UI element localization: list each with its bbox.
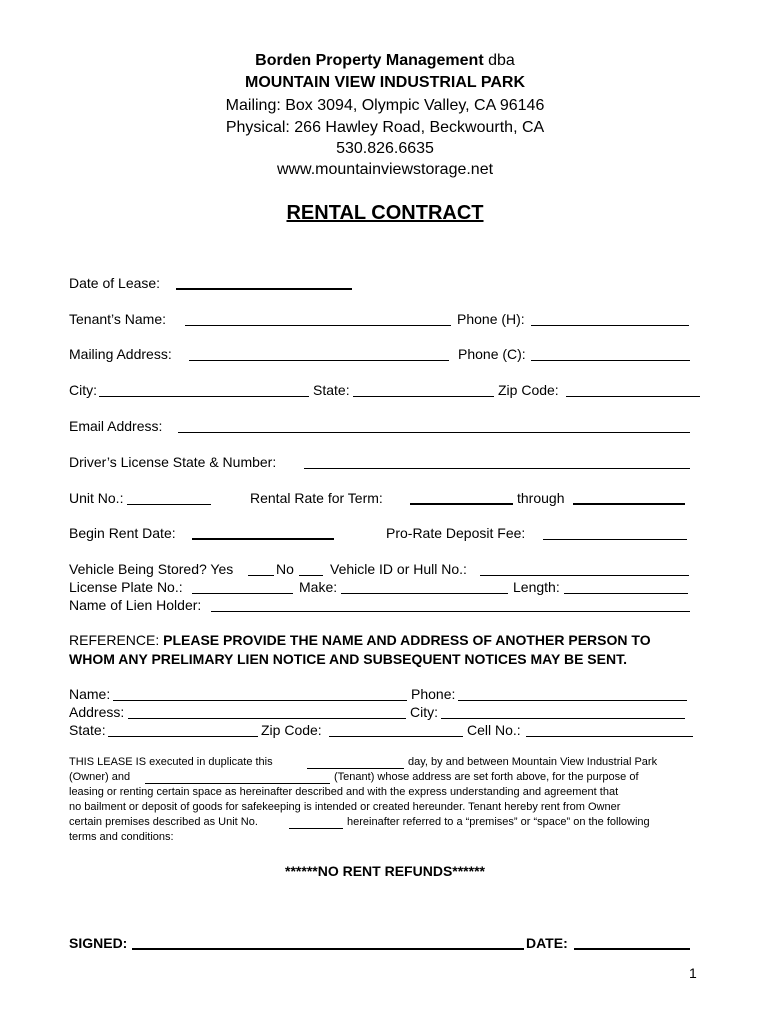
mailing-address: Mailing: Box 3094, Olympic Valley, CA 96146	[225, 97, 545, 114]
ref-city-label: City:	[410, 704, 438, 720]
vehicle-stored-label: Vehicle Being Stored? Yes	[69, 561, 234, 577]
company-website: www.mountainviewstorage.net	[276, 161, 494, 178]
make-field[interactable]	[341, 593, 508, 594]
ref-cell-field[interactable]	[526, 736, 693, 737]
signature-field[interactable]	[132, 948, 524, 950]
state-label: State:	[313, 382, 350, 398]
mailing-address-field[interactable]	[189, 360, 449, 361]
unit-no-field[interactable]	[127, 504, 211, 505]
rental-rate-label: Rental Rate for Term:	[250, 490, 383, 506]
page-title: RENTAL CONTRACT	[286, 202, 484, 224]
ref-cell-label: Cell No.:	[467, 722, 521, 738]
lease-day-field[interactable]	[307, 768, 404, 769]
ref-state-label: State:	[69, 722, 106, 738]
ref-phone-field[interactable]	[458, 700, 687, 701]
lease-text-5a: certain premises described as Unit No.	[69, 816, 258, 828]
ref-name-field[interactable]	[113, 700, 407, 701]
lease-text-5b: hereinafter referred to a “premises” or “space” on the following	[347, 816, 650, 828]
prorate-field[interactable]	[543, 539, 687, 540]
reference-instruction-1: PLEASE PROVIDE THE NAME AND ADDRESS OF ANOTHER PERSON TO	[163, 632, 651, 648]
length-label: Length:	[513, 579, 560, 595]
ref-zip-field[interactable]	[329, 736, 463, 737]
mailing-address-label: Mailing Address:	[69, 346, 172, 362]
license-plate-field[interactable]	[192, 593, 293, 594]
lien-holder-label: Name of Lien Holder:	[69, 597, 202, 613]
vehicle-no-field[interactable]	[299, 575, 323, 576]
city-field[interactable]	[99, 396, 309, 397]
zip-field[interactable]	[566, 396, 700, 397]
ref-phone-label: Phone:	[411, 686, 456, 702]
zip-label: Zip Code:	[498, 382, 559, 398]
drivers-license-field[interactable]	[304, 468, 690, 469]
email-label: Email Address:	[69, 418, 163, 434]
phone-h-label: Phone (H):	[457, 311, 525, 327]
lease-text-2b: (Tenant) whose address are set forth above, for the purpose of	[334, 771, 639, 783]
lease-text-4: no bailment or deposit of goods for safekeeping is intended or created hereunder. Tenant hereby rent from Owner	[69, 801, 621, 813]
reference-instruction-2: WHOM ANY PRELIMARY LIEN NOTICE AND SUBSEQUENT NOTICES MAY BE SENT.	[69, 651, 627, 667]
lease-text-1a: THIS LEASE IS executed in duplicate this	[69, 756, 273, 768]
unit-no-label: Unit No.:	[69, 490, 124, 506]
vehicle-id-field[interactable]	[480, 575, 689, 576]
ref-address-label: Address:	[69, 704, 125, 720]
through-label: through	[517, 490, 565, 506]
reference-label: REFERENCE:	[69, 632, 160, 648]
city-label: City:	[69, 382, 97, 398]
lease-text-6: terms and conditions:	[69, 831, 174, 843]
license-plate-label: License Plate No.:	[69, 579, 183, 595]
page-number: 1	[689, 965, 697, 981]
phone-c-label: Phone (C):	[458, 346, 526, 362]
signed-label: SIGNED:	[69, 935, 128, 951]
dba-label: dba	[488, 52, 515, 69]
ref-state-field[interactable]	[108, 736, 258, 737]
begin-rent-field[interactable]	[192, 538, 334, 540]
ref-address-field[interactable]	[128, 718, 406, 719]
vehicle-id-label: Vehicle ID or Hull No.:	[330, 561, 467, 577]
state-field[interactable]	[353, 396, 494, 397]
prorate-label: Pro-Rate Deposit Fee:	[386, 525, 526, 541]
ref-city-field[interactable]	[441, 718, 685, 719]
park-name: MOUNTAIN VIEW INDUSTRIAL PARK	[245, 74, 525, 91]
drivers-license-label: Driver’s License State & Number:	[69, 454, 277, 470]
lease-text-2a: (Owner) and	[69, 771, 131, 783]
tenant-name-label: Tenant’s Name:	[69, 311, 167, 327]
ref-zip-label: Zip Code:	[261, 722, 322, 738]
vehicle-no-label: No	[276, 561, 294, 577]
begin-rent-label: Begin Rent Date:	[69, 525, 176, 541]
lease-tenant-field[interactable]	[145, 783, 330, 784]
date-label: DATE:	[526, 935, 568, 951]
no-refunds-notice: ******NO RENT REFUNDS******	[285, 863, 485, 879]
signature-date-field[interactable]	[574, 948, 690, 950]
phone-h-field[interactable]	[531, 325, 689, 326]
lien-holder-field[interactable]	[211, 611, 690, 612]
company-phone: 530.826.6635	[336, 140, 434, 157]
tenant-name-field[interactable]	[185, 325, 451, 326]
date-of-lease-field[interactable]	[176, 288, 352, 290]
date-of-lease-label: Date of Lease:	[69, 275, 161, 291]
physical-address: Physical: 266 Hawley Road, Beckwourth, CA	[225, 119, 545, 136]
phone-c-field[interactable]	[531, 360, 690, 361]
lease-unit-field[interactable]	[289, 828, 343, 829]
rental-rate-from-field[interactable]	[410, 503, 513, 505]
lease-text-1b: day, by and between Mountain View Industrial Park	[408, 756, 658, 768]
company-name: Borden Property Management	[255, 52, 484, 69]
lease-text-3: leasing or renting certain space as hereinafter described and with the express understanding and agreement that	[69, 786, 619, 798]
reference-line-1	[69, 631, 651, 649]
make-label: Make:	[299, 579, 338, 595]
vehicle-yes-field[interactable]	[248, 575, 274, 576]
length-field[interactable]	[564, 593, 688, 594]
ref-name-label: Name:	[69, 686, 111, 702]
company-header	[0, 51, 770, 71]
rental-rate-to-field[interactable]	[573, 503, 685, 505]
email-field[interactable]	[178, 432, 690, 433]
